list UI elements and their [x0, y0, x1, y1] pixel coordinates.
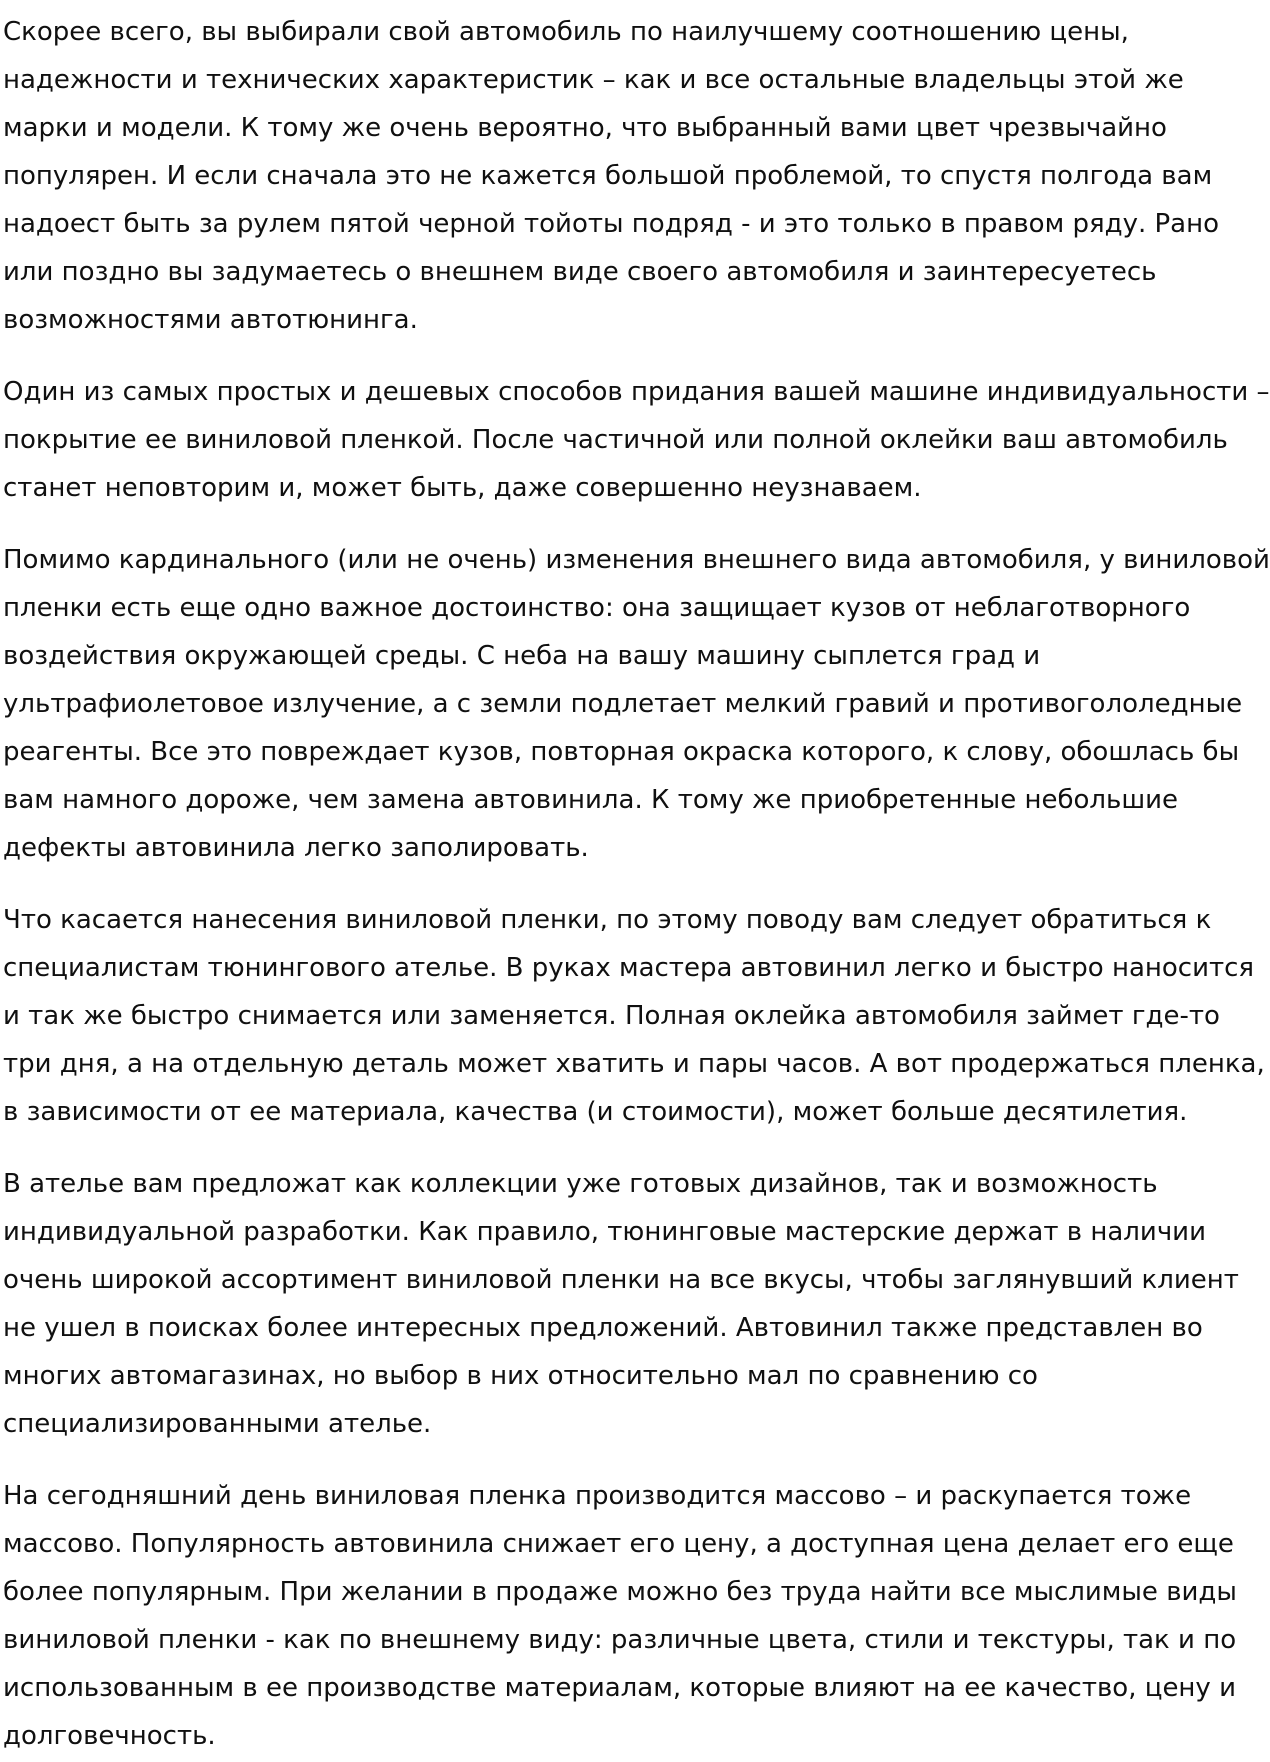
- text-line: Помимо кардинального (или не очень) изменения внешнего вида автомобиля, у виниловой: [3, 545, 1270, 575]
- text-line: три дня, а на отдельную деталь может хватить и пары часов. А вот продержаться пленка,: [3, 1049, 1265, 1079]
- text-line: популярен. И если сначала это не кажется большой проблемой, то спустя полгода вам: [3, 161, 1213, 191]
- text-line: воздействия окружающей среды. С неба на вашу машину сыплется град и: [3, 641, 1041, 671]
- text-line: ультрафиолетовое излучение, а с земли подлетает мелкий гравий и противогололедные: [3, 689, 1243, 719]
- text-line: надоест быть за рулем пятой черной тойоты подряд - и это только в правом ряду. Рано: [3, 209, 1220, 239]
- text-line: На сегодняшний день виниловая пленка производится массово – и раскупается тоже: [3, 1481, 1192, 1511]
- paragraph: [3, 1160, 1256, 1448]
- text-line: использованным в ее производстве материалам, которые влияют на ее качество, цену и: [3, 1673, 1236, 1703]
- text-line: станет неповторим и, может быть, даже совершенно неузнаваем.: [3, 473, 922, 503]
- text-line: В ателье вам предложат как коллекции уже готовых дизайнов, так и возможность: [3, 1169, 1158, 1199]
- text-line: пленки есть еще одно важное достоинство: она защищает кузов от неблаготворного: [3, 593, 1191, 623]
- text-line: не ушел в поисках более интересных предложений. Автовинил также представлен во: [3, 1313, 1203, 1343]
- text-line: массово. Популярность автовинила снижает его цену, а доступная цена делает его еще: [3, 1529, 1234, 1559]
- text-line: в зависимости от ее материала, качества (и стоимости), может больше десятилетия.: [3, 1097, 1188, 1127]
- text-line: виниловой пленки - как по внешнему виду: различные цвета, стили и текстуры, так и по: [3, 1625, 1237, 1655]
- text-line: возможностями автотюнинга.: [3, 305, 418, 335]
- paragraph: [3, 896, 1265, 1136]
- text-line: реагенты. Все это повреждает кузов, повторная окраска которого, к слову, обошлась бы: [3, 737, 1240, 767]
- text-line: многих автомагазинах, но выбор в них относительно мал по сравнению со: [3, 1361, 1038, 1391]
- text-line: очень широкой ассортимент виниловой пленки на все вкусы, чтобы заглянувший клиент: [3, 1265, 1239, 1295]
- text-line: марки и модели. К тому же очень вероятно, что выбранный вами цвет чрезвычайно: [3, 113, 1167, 143]
- paragraph: [3, 1472, 1256, 1760]
- text-line: Один из самых простых и дешевых способов придания вашей машине индивидуальности –: [3, 377, 1270, 407]
- text-line: или поздно вы задумаетесь о внешнем виде своего автомобиля и заинтересуетесь: [3, 257, 1157, 287]
- text-line: специализированными ателье.: [3, 1409, 432, 1439]
- paragraph: [3, 8, 1256, 344]
- text-line: индивидуальной разработки. Как правило, тюнинговые мастерские держат в наличии: [3, 1217, 1206, 1247]
- text-line: специалистам тюнингового ателье. В руках мастера автовинил легко и быстро наносится: [3, 953, 1255, 983]
- text-line: Что касается нанесения виниловой пленки, по этому поводу вам следует обратиться к: [3, 905, 1212, 935]
- text-line: надежности и технических характеристик – как и все остальные владельцы этой же: [3, 65, 1184, 95]
- text-line: более популярным. При желании в продаже можно без труда найти все мыслимые виды: [3, 1577, 1237, 1607]
- paragraph: [3, 536, 1270, 872]
- text-line: покрытие ее виниловой пленкой. После частичной или полной оклейки ваш автомобиль: [3, 425, 1228, 455]
- paragraph: [3, 368, 1270, 512]
- text-line: и так же быстро снимается или заменяется. Полная оклейка автомобиля займет где-то: [3, 1001, 1220, 1031]
- text-line: дефекты автовинила легко заполировать.: [3, 833, 589, 863]
- text-line: вам намного дороже, чем замена автовинила. К тому же приобретенные небольшие: [3, 785, 1179, 815]
- text-line: Скорее всего, вы выбирали свой автомобиль по наилучшему соотношению цены,: [3, 17, 1129, 47]
- text-line: долговечность.: [3, 1721, 216, 1751]
